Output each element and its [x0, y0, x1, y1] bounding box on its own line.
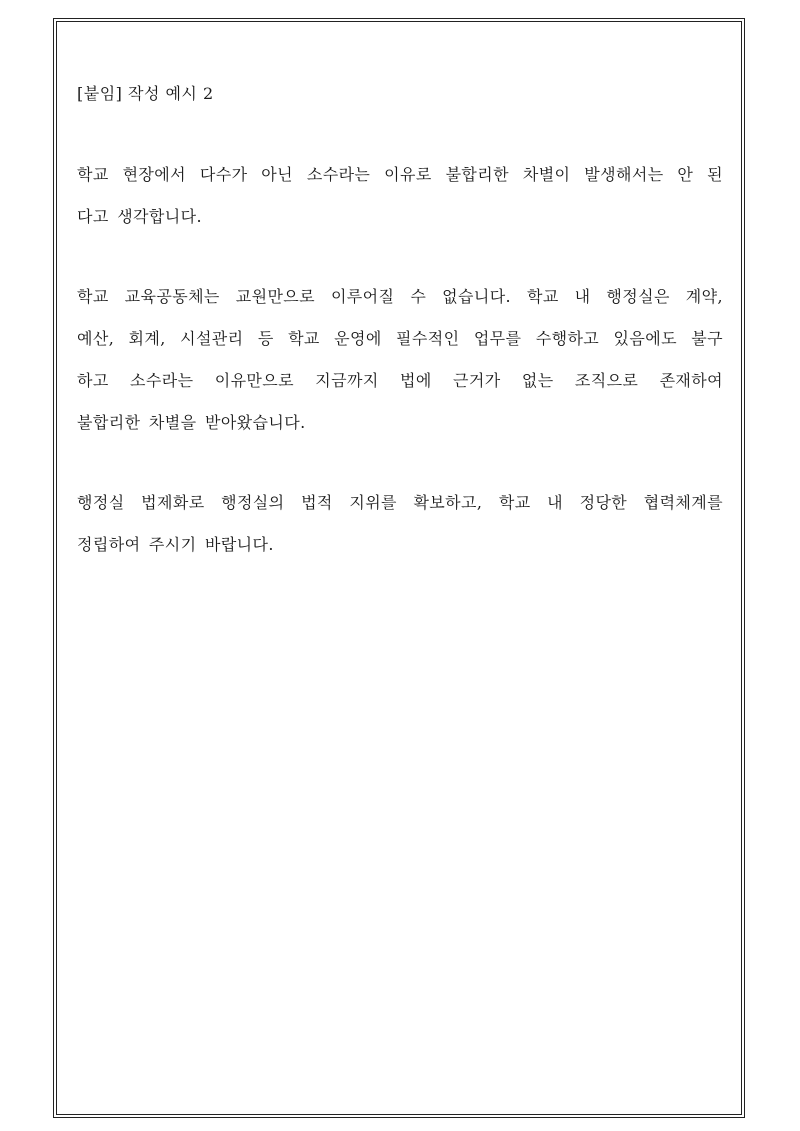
- paragraph-line: 학교 현장에서 다수가 아닌 소수라는 이유로 불합리한 차별이 발생해서는 안 된: [77, 165, 723, 184]
- attachment-heading: [붙임] 작성 예시 2: [77, 84, 214, 103]
- paragraph-1: [77, 154, 723, 238]
- document-body: [77, 78, 723, 604]
- paragraph-line: 예산, 회계, 시설관리 등 학교 운영에 필수적인 업무를 수행하고 있음에도 불구: [77, 329, 723, 348]
- paragraph-line: 하고 소수라는 이유만으로 지금까지 법에 근거가 없는 조직으로 존재하여: [77, 371, 723, 390]
- paragraph-line: 불합리한 차별을 받아왔습니다.: [77, 413, 306, 432]
- paragraph-line: 행정실 법제화로 행정실의 법적 지위를 확보하고, 학교 내 정당한 협력체계를: [77, 493, 723, 512]
- paragraph-line: 다고 생각합니다.: [77, 207, 202, 226]
- paragraph-line: 정립하여 주시기 바랍니다.: [77, 535, 274, 554]
- paragraph-line: 학교 교육공동체는 교원만으로 이루어질 수 없습니다. 학교 내 행정실은 계약,: [77, 287, 723, 306]
- paragraph-3: [77, 482, 723, 566]
- paragraph-2: [77, 276, 723, 444]
